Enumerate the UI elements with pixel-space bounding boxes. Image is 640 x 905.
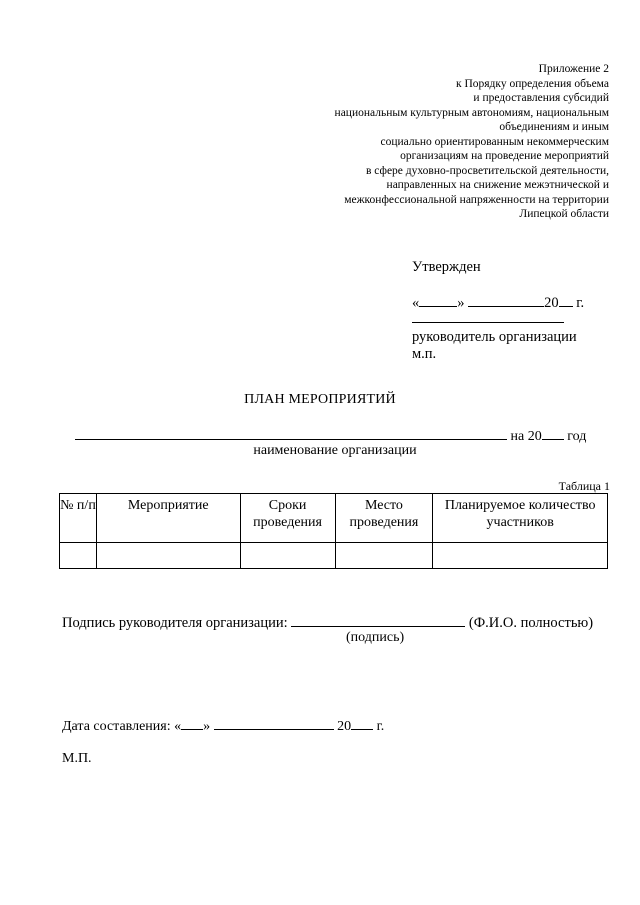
organization-caption: наименование организации xyxy=(253,443,417,458)
appendix-line: к Порядку определения объема xyxy=(455,77,609,90)
appendix-line: Приложение 2 xyxy=(538,63,609,75)
plan-year-blank[interactable] xyxy=(542,426,564,440)
table-header-row xyxy=(60,494,608,543)
signature-caption: (подпись) xyxy=(346,630,405,645)
table-cell-event[interactable] xyxy=(96,543,240,569)
appendix-line: социально ориентированным некоммерческим xyxy=(380,135,609,148)
column-header-participants: Планируемое количество участников xyxy=(433,494,608,543)
column-header-event: Мероприятие xyxy=(96,494,240,543)
table-row xyxy=(60,543,608,569)
approval-day-blank[interactable] xyxy=(419,293,457,307)
approval-year-blank[interactable] xyxy=(559,293,573,307)
compile-date-close-quote: » xyxy=(203,719,211,734)
compile-date-label: Дата составления: « xyxy=(62,719,182,734)
compile-month-blank[interactable] xyxy=(214,716,334,730)
appendix-line: Липецкой области xyxy=(519,208,609,220)
table-cell-place[interactable] xyxy=(335,543,433,569)
approved-title: Утвержден xyxy=(412,259,481,275)
table-cell-dates[interactable] xyxy=(240,543,335,569)
approval-stamp-label: м.п. xyxy=(412,346,437,362)
signature-fio-label: (Ф.И.О. полностью) xyxy=(468,615,594,631)
appendix-line: национальным культурным автономиям, национальным xyxy=(334,106,609,119)
table-number-label: Таблица 1 xyxy=(558,479,610,493)
approval-month-blank[interactable] xyxy=(468,293,544,307)
table-cell-number[interactable] xyxy=(60,543,97,569)
column-header-place: Место проведения xyxy=(335,494,433,543)
plan-year-suffix: год xyxy=(567,429,587,444)
compile-year-prefix: 20 xyxy=(337,719,352,734)
compile-year-blank[interactable] xyxy=(351,716,373,730)
signature-line xyxy=(62,612,622,632)
stamp-label: М.П. xyxy=(62,751,92,766)
signature-label: Подпись руководителя организации: xyxy=(62,615,288,631)
events-table xyxy=(59,493,608,569)
approval-year-suffix: г. xyxy=(576,295,585,311)
approval-block xyxy=(412,257,612,363)
approval-role: руководитель организации xyxy=(412,329,577,345)
appendix-line: межконфессиональной напряженности на территории xyxy=(344,193,609,206)
compile-year-suffix: г. xyxy=(376,719,385,734)
approval-year-prefix: 20 xyxy=(544,295,559,311)
approval-signature-line[interactable] xyxy=(412,322,564,323)
approval-date-close-quote: » xyxy=(457,295,465,311)
appendix-line: направленных на снижение межэтнической и xyxy=(386,179,609,191)
compile-day-blank[interactable] xyxy=(181,716,203,730)
column-header-dates: Сроки проведения xyxy=(240,494,335,543)
compile-date-line xyxy=(62,716,384,735)
appendix-header xyxy=(279,62,609,222)
column-header-number: № п/п xyxy=(60,494,97,543)
plan-year-prefix: на 20 xyxy=(510,429,542,444)
appendix-line: в сфере духовно-просветительской деятельности, xyxy=(365,164,609,177)
page-title: ПЛАН МЕРОПРИЯТИЙ xyxy=(244,392,396,407)
appendix-line: и предоставления субсидий xyxy=(473,92,609,104)
approval-date-line xyxy=(412,293,612,312)
signature-blank[interactable] xyxy=(291,612,465,627)
appendix-line: объединениям и иным xyxy=(499,121,609,133)
organization-name-blank[interactable] xyxy=(75,425,507,440)
organization-line xyxy=(75,425,605,445)
approval-date-open-quote: « xyxy=(412,295,420,311)
appendix-line: организациям на проведение мероприятий xyxy=(400,150,609,162)
table-cell-participants[interactable] xyxy=(433,543,608,569)
